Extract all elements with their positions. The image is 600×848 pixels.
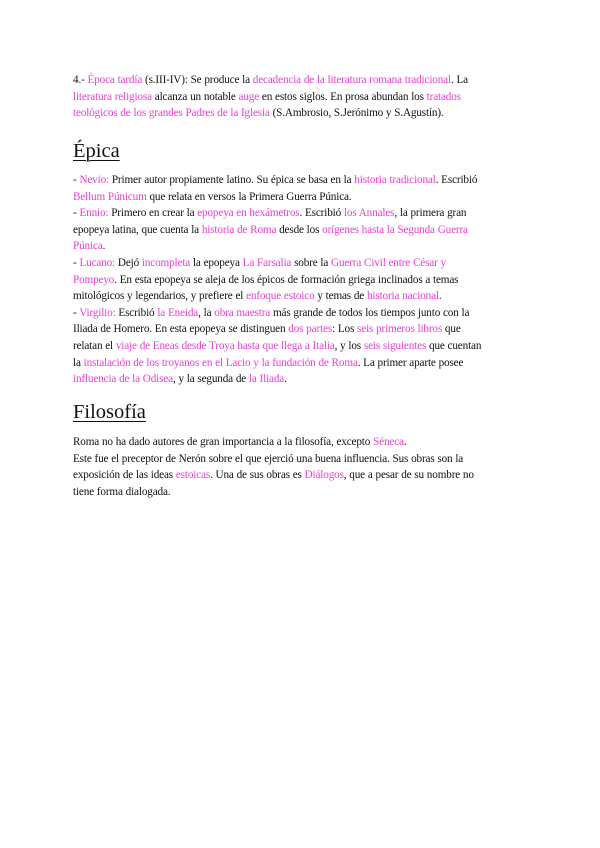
text-run: .: [284, 373, 287, 386]
text-run: Primero en crear la: [108, 207, 198, 220]
text-run: que: [442, 323, 461, 336]
text-line: [73, 434, 513, 451]
text-line: [73, 172, 513, 189]
highlighted-term: seis siguientes: [363, 339, 427, 352]
text-run: -: [73, 174, 80, 186]
highlighted-term: historia tradicional: [354, 174, 436, 186]
highlighted-term: auge: [238, 90, 260, 103]
highlighted-term: incompleta: [141, 256, 191, 269]
highlighted-term: Diálogos: [304, 469, 344, 482]
text-run: , que a pesar de su nombre no: [343, 469, 474, 482]
text-run: tiene forma dialogada.: [73, 485, 171, 498]
text-line: [73, 484, 513, 501]
highlighted-term: viaje de Eneas desde Troya hasta que llega a Italia: [115, 339, 335, 352]
text-run: Escribió: [115, 306, 158, 319]
highlighted-term: Séneca: [373, 436, 404, 448]
text-line: [73, 321, 513, 338]
text-line: [73, 305, 513, 322]
text-run: . La: [450, 74, 468, 86]
text-run: .: [102, 240, 106, 253]
highlighted-term: Época tardía: [87, 74, 143, 86]
text-run: relatan el: [73, 339, 116, 352]
highlighted-term: tratados: [426, 90, 461, 103]
highlighted-term: decadencia de la literatura romana tradicional: [252, 74, 451, 86]
highlighted-term: seis primeros libros: [357, 323, 443, 336]
highlighted-term: Lucano:: [79, 256, 116, 269]
text-run: , la primera gran: [394, 207, 467, 220]
text-run: . La primer aparte posee: [357, 356, 464, 369]
text-run: , y la segunda de: [172, 373, 249, 386]
text-line: [73, 222, 513, 239]
text-run: la epopeya: [190, 256, 243, 269]
highlighted-term: la Iliada: [248, 373, 285, 386]
text-line: [73, 272, 513, 289]
highlighted-term: teológicos de los grandes Padres de la Iglesia: [73, 107, 270, 120]
text-line: [73, 189, 513, 206]
text-run: desde los: [276, 223, 323, 236]
highlighted-term: epopeya en hexámetros: [197, 207, 300, 220]
highlighted-term: historia nacional: [366, 290, 439, 303]
text-run: . Una de sus obras es: [210, 469, 305, 482]
highlighted-term: orígenes hasta la Segunda Guerra: [322, 223, 468, 236]
highlighted-term: historia de Roma: [201, 223, 277, 236]
text-line: [73, 288, 513, 305]
filosofia-heading: Filosofía: [73, 401, 146, 423]
text-line: [73, 205, 513, 222]
text-run: Primer autor propiamente latino. Su épica se basa en la: [109, 174, 355, 186]
text-line: [73, 238, 513, 255]
text-line: [73, 105, 513, 122]
intro-paragraph: [73, 72, 513, 122]
text-run: . Escribió: [299, 207, 344, 220]
text-run: . Escribió: [435, 174, 478, 186]
highlighted-term: Ennio:: [79, 207, 109, 220]
text-run: mitológicos y legendarios, y prefiere el: [73, 290, 247, 303]
filosofia-paragraph: [73, 434, 513, 500]
text-line: [73, 72, 513, 89]
text-run: y temas de: [314, 290, 367, 303]
text-run: Iliada de Homero. En esta epopeya se distinguen: [73, 323, 289, 336]
text-run: 4.-: [73, 74, 88, 86]
text-line: [73, 338, 513, 355]
text-run: , y los: [334, 339, 364, 352]
text-run: la: [73, 356, 84, 369]
text-run: .: [438, 290, 442, 303]
highlighted-term: La Farsalia: [242, 256, 292, 269]
highlighted-term: los Annales: [343, 207, 395, 220]
highlighted-term: Púnica: [73, 240, 103, 253]
text-run: -: [73, 207, 80, 220]
text-run: sobre la: [291, 256, 332, 269]
highlighted-term: literatura religiosa: [73, 90, 152, 103]
text-line: [73, 467, 513, 484]
text-run: epopeya latina, que cuenta la: [73, 223, 202, 236]
text-run: que cuentan: [426, 339, 482, 352]
text-line: [73, 371, 513, 388]
text-line: [73, 355, 513, 372]
text-run: que relata en versos la Primera Guerra Púnica.: [146, 190, 352, 203]
text-run: -: [73, 256, 80, 269]
highlighted-term: estoicas: [175, 469, 211, 482]
highlighted-term: Pompeyo: [73, 273, 115, 286]
epica-paragraph: [73, 172, 513, 388]
text-run: (S.Ambrosio, S.Jerónimo y S.Agustín).: [269, 107, 444, 120]
highlighted-term: enfoque estoico: [246, 290, 315, 303]
text-run: : Los: [332, 323, 358, 336]
text-run: .: [114, 273, 120, 286]
highlighted-term: influencia de la Odisea: [73, 373, 173, 386]
text-run: -: [73, 306, 80, 319]
highlighted-term: Virgilio:: [79, 306, 116, 319]
text-run: Este fue el preceptor de Nerón sobre el que ejerció una buena influencia. Sus obras son la: [73, 452, 464, 465]
text-run: .: [403, 436, 407, 448]
text-line: [73, 255, 513, 272]
text-run: exposición de las ideas: [73, 469, 176, 482]
text-line: [73, 89, 513, 106]
text-run: más grande de todos los tiempos junto con la: [270, 306, 470, 319]
text-run: Roma no ha dado autores de gran importancia a la filosofía, excepto: [73, 436, 374, 448]
epica-heading: Épica: [73, 140, 120, 162]
highlighted-term: obra maestra: [214, 306, 271, 319]
text-line: [73, 451, 513, 468]
highlighted-term: la Eneida: [157, 306, 199, 319]
text-run: alcanza un notable: [151, 90, 239, 103]
text-run: (s.III-IV): Se produce la: [142, 74, 253, 86]
text-run: Dejó: [115, 256, 142, 269]
text-run: , la: [198, 306, 215, 319]
text-run: en estos siglos. En prosa abundan los: [259, 90, 427, 103]
highlighted-term: Guerra Civil entre César y: [331, 256, 446, 269]
highlighted-term: Nevio:: [79, 174, 109, 186]
highlighted-term: dos partes: [288, 323, 333, 336]
highlighted-term: instalación de los troyanos en el Lacio y la fundación de Roma: [83, 356, 358, 369]
text-run: En esta epopeya se aleja de los épicos de formación griega inclinados a temas: [119, 273, 459, 286]
highlighted-term: Bellum Púnicum: [73, 190, 147, 203]
